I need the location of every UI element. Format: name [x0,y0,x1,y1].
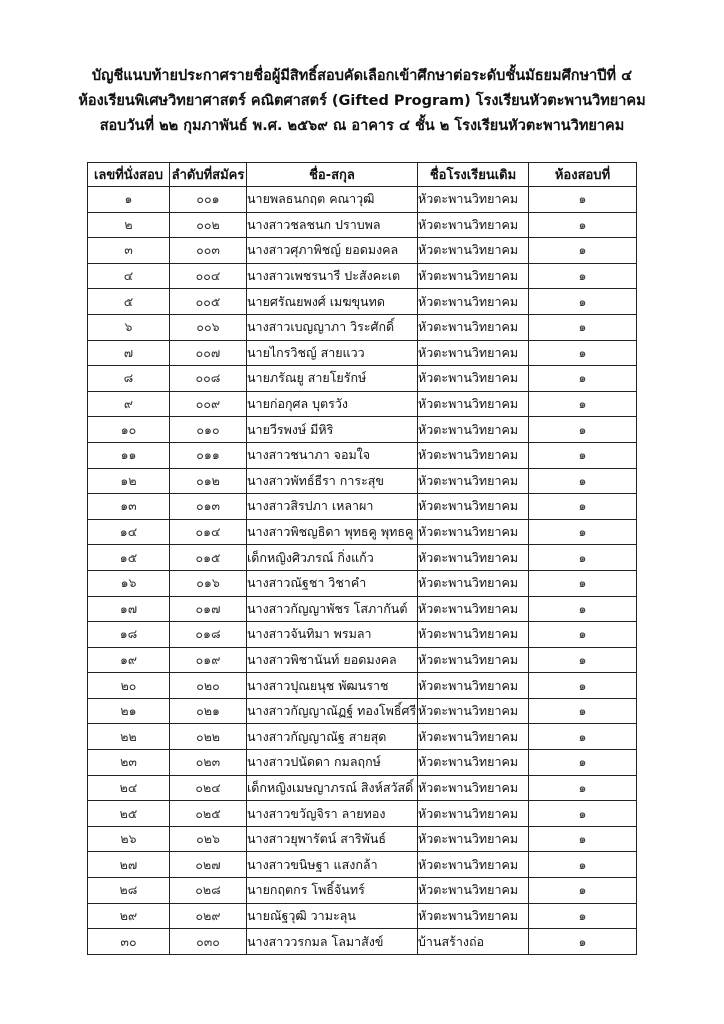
previous-school-cell: หัวตะพานวิทยาคม [418,775,529,801]
seat-number-cell: ๒๕ [88,801,170,827]
table-row [88,519,637,545]
table-row [88,545,637,571]
table-row [88,212,637,238]
exam-room-cell: ๑ [529,263,637,289]
previous-school-cell: หัวตะพานวิทยาคม [418,519,529,545]
table-row [88,289,637,315]
previous-school-cell: หัวตะพานวิทยาคม [418,570,529,596]
application-number-cell: ๐๐๕ [170,289,247,315]
application-number-cell: ๐๐๔ [170,263,247,289]
previous-school-cell: หัวตะพานวิทยาคม [418,238,529,264]
previous-school-cell: หัวตะพานวิทยาคม [418,673,529,699]
previous-school-cell: หัวตะพานวิทยาคม [418,263,529,289]
table-row [88,468,637,494]
application-number-cell: ๐๑๓ [170,494,247,520]
full-name-cell: นางสาวขวัญจิรา ลายทอง [247,801,418,827]
table-row [88,494,637,520]
application-number-cell: ๐๒๕ [170,801,247,827]
table-row [88,801,637,827]
full-name-cell: นางสาวชนาภา จอมใจ [247,442,418,468]
application-number-cell: ๐๒๗ [170,852,247,878]
seat-number-cell: ๒๔ [88,775,170,801]
table-row [88,929,637,955]
exam-room-cell: ๑ [529,622,637,648]
header-application-number: ลำดับที่สมัคร [170,163,247,187]
exam-room-cell: ๑ [529,673,637,699]
exam-room-cell: ๑ [529,570,637,596]
previous-school-cell: หัวตะพานวิทยาคม [418,545,529,571]
exam-room-cell: ๑ [529,314,637,340]
full-name-cell: นางสาวปนัดดา กมลฤกษ์ [247,750,418,776]
full-name-cell: นางสาวเพชรนารี ปะสังคะเต [247,263,418,289]
application-number-cell: ๐๐๗ [170,340,247,366]
previous-school-cell: หัวตะพานวิทยาคม [418,852,529,878]
exam-room-cell: ๑ [529,391,637,417]
header-seat-number: เลขที่นั่งสอบ [88,163,170,187]
application-number-cell: ๐๐๒ [170,212,247,238]
full-name-cell: นางสาวกัญญาพัชร โสภากันต์ [247,596,418,622]
previous-school-cell: หัวตะพานวิทยาคม [418,212,529,238]
exam-room-cell: ๑ [529,647,637,673]
table-row [88,622,637,648]
exam-room-cell: ๑ [529,698,637,724]
table-row [88,647,637,673]
full-name-cell: นางสาวกัญญาณัฐ สายสุด [247,724,418,750]
seat-number-cell: ๑๑ [88,442,170,468]
application-number-cell: ๐๒๑ [170,698,247,724]
previous-school-cell: หัวตะพานวิทยาคม [418,417,529,443]
full-name-cell: นางสาวปุณยนุช พัฒนราช [247,673,418,699]
table-row [88,775,637,801]
exam-room-cell: ๑ [529,826,637,852]
header-exam-room: ห้องสอบที่ [529,163,637,187]
table-row [88,391,637,417]
title-line-3: สอบวันที่ ๒๒ กุมภาพันธ์ พ.ศ. ๒๕๖๙ ณ อาคาร ๔ ชั้น ๒ โรงเรียนหัวตะพานวิทยาคม [99,118,625,134]
seat-number-cell: ๒ [88,212,170,238]
seat-number-cell: ๒๓ [88,750,170,776]
full-name-cell: นางสาวขนิษฐา แสงกล้า [247,852,418,878]
full-name-cell: นายกฤตกร โพธิ์จันทร์ [247,878,418,904]
exam-room-cell: ๑ [529,340,637,366]
previous-school-cell: หัวตะพานวิทยาคม [418,289,529,315]
full-name-cell: เด็กหญิงเมษญาภรณ์ สิงห์สวัสดิ์ [247,775,418,801]
table-row [88,903,637,929]
application-number-cell: ๐๑๔ [170,519,247,545]
previous-school-cell: หัวตะพานวิทยาคม [418,724,529,750]
seat-number-cell: ๑๖ [88,570,170,596]
seat-number-cell: ๒๖ [88,826,170,852]
previous-school-cell: หัวตะพานวิทยาคม [418,366,529,392]
previous-school-cell: หัวตะพานวิทยาคม [418,878,529,904]
application-number-cell: ๐๒๒ [170,724,247,750]
previous-school-cell: หัวตะพานวิทยาคม [418,494,529,520]
application-number-cell: ๐๐๑ [170,187,247,213]
exam-room-cell: ๑ [529,212,637,238]
seat-number-cell: ๗ [88,340,170,366]
table-row [88,596,637,622]
full-name-cell: นางสาวพิชญธิดา พุทธคู พุทธคู [247,519,418,545]
full-name-cell: นางสาวณัฐชา วิชาคำ [247,570,418,596]
exam-room-cell: ๑ [529,724,637,750]
previous-school-cell: หัวตะพานวิทยาคม [418,647,529,673]
full-name-cell: นางสาวศุภาพิชญ์ ยอดมงคล [247,238,418,264]
application-number-cell: ๐๒๖ [170,826,247,852]
exam-room-cell: ๑ [529,417,637,443]
application-number-cell: ๐๒๔ [170,775,247,801]
table-row [88,570,637,596]
exam-room-cell: ๑ [529,545,637,571]
full-name-cell: นางสาวกัญญาณัฏฐ์ ทองโพธิ์ศรี [247,698,418,724]
previous-school-cell: หัวตะพานวิทยาคม [418,750,529,776]
full-name-cell: นางสาวเบญญาภา วิระศักดิ์ [247,314,418,340]
previous-school-cell: หัวตะพานวิทยาคม [418,468,529,494]
table-row [88,238,637,264]
previous-school-cell: หัวตะพานวิทยาคม [418,903,529,929]
exam-room-cell: ๑ [529,775,637,801]
seat-number-cell: ๙ [88,391,170,417]
seat-number-cell: ๑๔ [88,519,170,545]
seat-number-cell: ๑๐ [88,417,170,443]
table-row [88,187,637,213]
application-number-cell: ๐๑๖ [170,570,247,596]
exam-room-cell: ๑ [529,442,637,468]
exam-room-cell: ๑ [529,801,637,827]
previous-school-cell: หัวตะพานวิทยาคม [418,698,529,724]
title-line-1: บัญชีแนบท้ายประกาศรายชื่อผู้มีสิทธิ์สอบคัดเลือกเข้าศึกษาต่อระดับชั้นมัธยมศึกษาปีที่ ๔ [91,68,633,84]
full-name-cell: นายไกรวิชญ์ สายแวว [247,340,418,366]
previous-school-cell: หัวตะพานวิทยาคม [418,187,529,213]
application-number-cell: ๐๒๐ [170,673,247,699]
seat-number-cell: ๖ [88,314,170,340]
application-number-cell: ๐๑๑ [170,442,247,468]
table-row [88,826,637,852]
seat-number-cell: ๒๗ [88,852,170,878]
application-number-cell: ๐๐๘ [170,366,247,392]
seat-number-cell: ๓ [88,238,170,264]
exam-room-cell: ๑ [529,187,637,213]
application-number-cell: ๐๐๓ [170,238,247,264]
full-name-cell: นางสาวพิชานันท์ ยอดมงคล [247,647,418,673]
table-row [88,417,637,443]
exam-room-cell: ๑ [529,289,637,315]
exam-room-cell: ๑ [529,750,637,776]
full-name-cell: นายพลธนกฤต คณาวุฒิ [247,187,418,213]
seat-number-cell: ๑๓ [88,494,170,520]
seat-number-cell: ๑๘ [88,622,170,648]
exam-roster-table [87,162,637,955]
application-number-cell: ๐๑๕ [170,545,247,571]
exam-room-cell: ๑ [529,878,637,904]
title-line-2: ห้องเรียนพิเศษวิทยาศาสตร์ คณิตศาสตร์ (Gifted Program) โรงเรียนหัวตะพานวิทยาคม [78,93,646,109]
table-row [88,878,637,904]
full-name-cell: นายศรัณยพงศ์ เมฆขุนทด [247,289,418,315]
seat-number-cell: ๓๐ [88,929,170,955]
exam-room-cell: ๑ [529,852,637,878]
full-name-cell: นางสาววรกมล โลมาสังข์ [247,929,418,955]
table-row [88,673,637,699]
table-row [88,263,637,289]
full-name-cell: นางสาวสิรปภา เหลาผา [247,494,418,520]
previous-school-cell: หัวตะพานวิทยาคม [418,801,529,827]
seat-number-cell: ๑๒ [88,468,170,494]
table-row [88,724,637,750]
seat-number-cell: ๑๗ [88,596,170,622]
seat-number-cell: ๑๙ [88,647,170,673]
application-number-cell: ๐๑๙ [170,647,247,673]
previous-school-cell: หัวตะพานวิทยาคม [418,596,529,622]
seat-number-cell: ๒๐ [88,673,170,699]
application-number-cell: ๐๑๐ [170,417,247,443]
seat-number-cell: ๕ [88,289,170,315]
full-name-cell: นางสาวยุพารัตน์ สาริพันธ์ [247,826,418,852]
table-row [88,852,637,878]
table-row [88,750,637,776]
seat-number-cell: ๑๕ [88,545,170,571]
application-number-cell: ๐๓๐ [170,929,247,955]
previous-school-cell: หัวตะพานวิทยาคม [418,340,529,366]
full-name-cell: นายภรัณยู สายโยรักษ์ [247,366,418,392]
seat-number-cell: ๑ [88,187,170,213]
exam-room-cell: ๑ [529,519,637,545]
table-row [88,340,637,366]
application-number-cell: ๐๒๘ [170,878,247,904]
application-number-cell: ๐๑๗ [170,596,247,622]
full-name-cell: นางสาวพัทธ์ธีรา การะสุข [247,468,418,494]
seat-number-cell: ๔ [88,263,170,289]
table-row [88,366,637,392]
application-number-cell: ๐๑๘ [170,622,247,648]
exam-room-cell: ๑ [529,903,637,929]
seat-number-cell: ๒๙ [88,903,170,929]
full-name-cell: นายณัฐวุฒิ วามะลุน [247,903,418,929]
previous-school-cell: หัวตะพานวิทยาคม [418,391,529,417]
seat-number-cell: ๒๑ [88,698,170,724]
previous-school-cell: หัวตะพานวิทยาคม [418,314,529,340]
header-row [88,163,637,187]
table-row [88,314,637,340]
seat-number-cell: ๒๒ [88,724,170,750]
application-number-cell: ๐๑๒ [170,468,247,494]
exam-room-cell: ๑ [529,929,637,955]
application-number-cell: ๐๒๓ [170,750,247,776]
full-name-cell: เด็กหญิงศิวภรณ์ กิ่งแก้ว [247,545,418,571]
seat-number-cell: ๘ [88,366,170,392]
previous-school-cell: บ้านสร้างถ่อ [418,929,529,955]
exam-room-cell: ๑ [529,366,637,392]
exam-room-cell: ๑ [529,468,637,494]
application-number-cell: ๐๐๙ [170,391,247,417]
previous-school-cell: หัวตะพานวิทยาคม [418,442,529,468]
previous-school-cell: หัวตะพานวิทยาคม [418,826,529,852]
full-name-cell: นายวีรพงษ์ มีหิริ [247,417,418,443]
exam-room-cell: ๑ [529,238,637,264]
full-name-cell: นางสาวจันทิมา พรมลา [247,622,418,648]
header-full-name: ชื่อ-สกุล [247,163,418,187]
previous-school-cell: หัวตะพานวิทยาคม [418,622,529,648]
full-name-cell: นายก่อกุศล บุตรวัง [247,391,418,417]
exam-room-cell: ๑ [529,596,637,622]
table-row [88,442,637,468]
application-number-cell: ๐๐๖ [170,314,247,340]
table-row [88,698,637,724]
seat-number-cell: ๒๘ [88,878,170,904]
header-previous-school: ชื่อโรงเรียนเดิม [418,163,529,187]
application-number-cell: ๐๒๙ [170,903,247,929]
exam-room-cell: ๑ [529,494,637,520]
full-name-cell: นางสาวชลชนก ปราบพล [247,212,418,238]
